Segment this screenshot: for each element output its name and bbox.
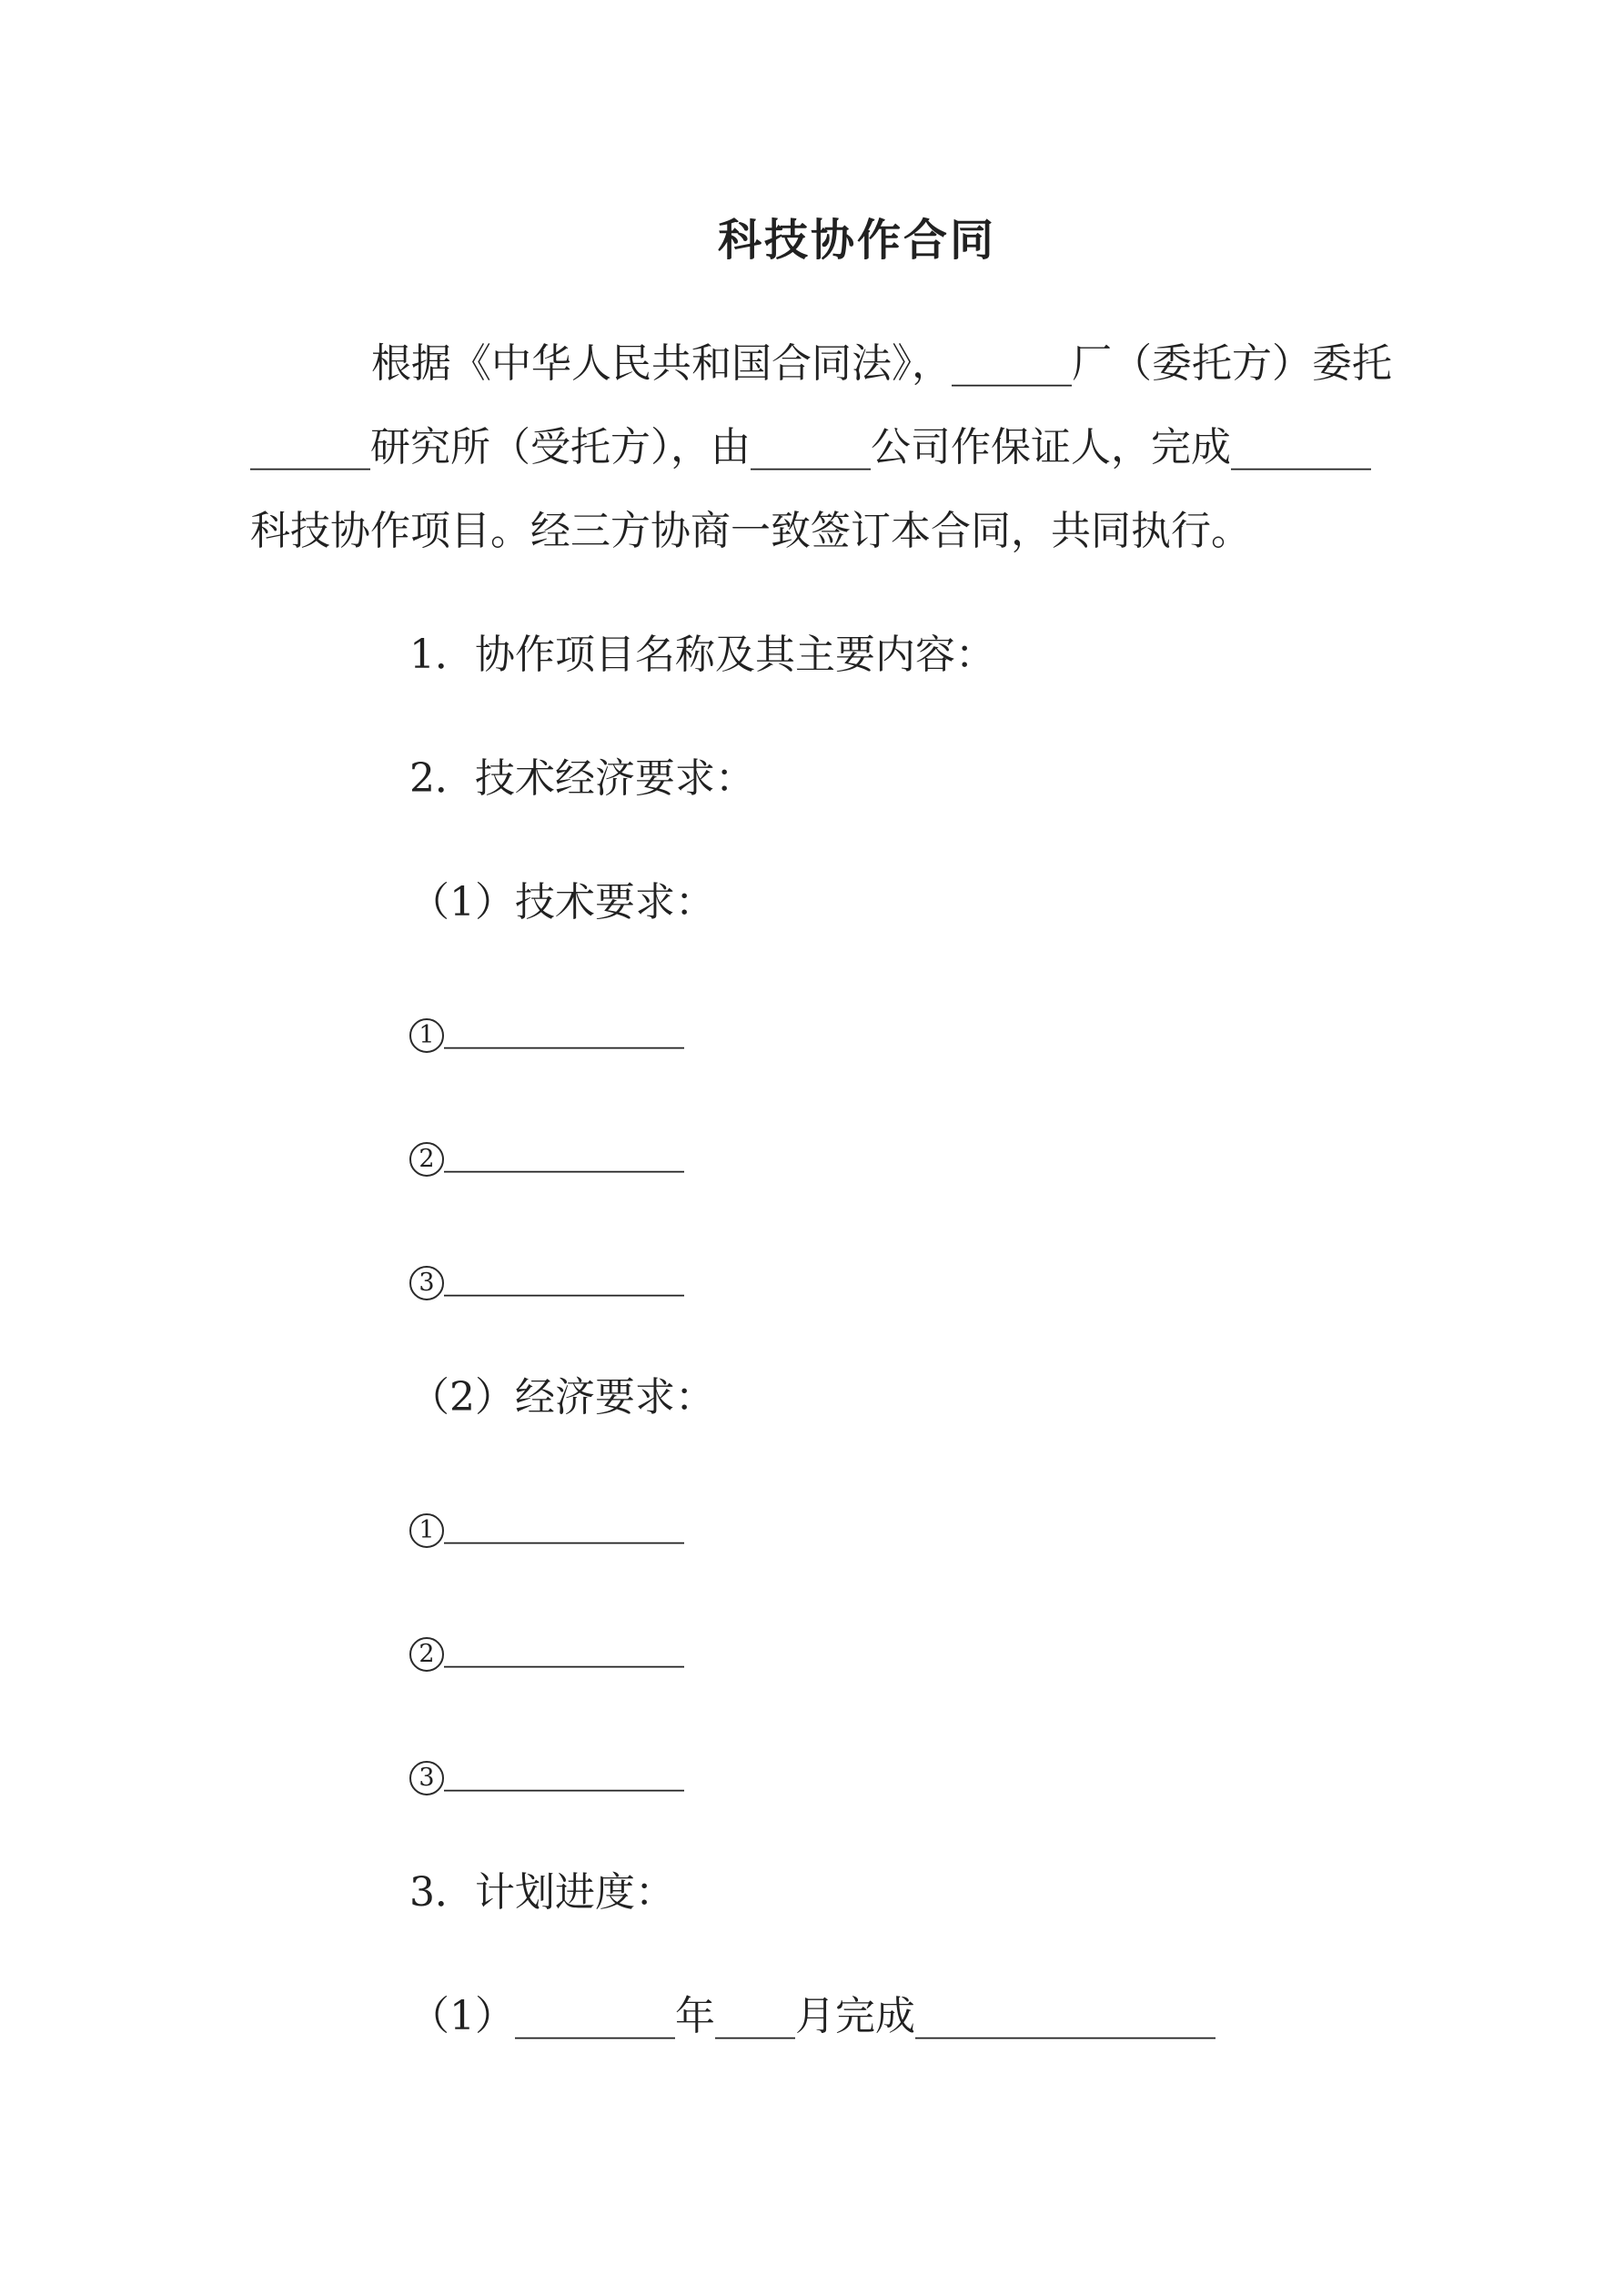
item-3-schedule-heading: 3．计划进度： xyxy=(409,1869,675,1916)
schedule-fill-in-line: （1）________年____月完成_______________ xyxy=(409,1993,1215,2039)
circled-number-3-marker: 3 xyxy=(409,1266,444,1300)
intro-paragraph xyxy=(250,322,1392,573)
fill-in-blank-line xyxy=(250,1108,1378,1192)
subitem-2-economic-requirements-heading: （2）经济要求： xyxy=(409,1374,715,1421)
item-2-tech-economic-requirements-heading: 2．技术经济要求： xyxy=(409,755,755,802)
contract-title: 科技协作合同 xyxy=(717,215,996,266)
fill-in-blank-line xyxy=(250,1603,1378,1687)
fill-in-blank-line xyxy=(250,1232,1378,1316)
intro-line-3: 科技协作项目。经三方协商一致签订本合同，共同执行。 xyxy=(250,508,1251,554)
intro-line-1: 根据《中华人民共和国合同法》，______厂（委托方）委托 xyxy=(371,340,1392,387)
subitem-1-technical-requirements-heading: （1）技术要求： xyxy=(409,879,715,925)
circled-number-1-marker: 1 xyxy=(409,1018,444,1053)
circled-number-2-marker: 2 xyxy=(409,1637,444,1672)
intro-line-2: ______研究所（受托方），由______公司作保证人，完成_______ xyxy=(250,424,1371,470)
fill-in-blank-line xyxy=(250,1727,1378,1811)
blank-underline: ____________ xyxy=(444,1250,684,1297)
blank-underline: ____________ xyxy=(444,1622,684,1668)
blank-underline: ____________ xyxy=(444,1745,684,1792)
blank-underline: ____________ xyxy=(444,1127,684,1173)
circled-number-2-marker: 2 xyxy=(409,1142,444,1177)
fill-in-blank-line xyxy=(250,985,1378,1068)
fill-in-blank-line xyxy=(250,1480,1378,1563)
circled-number-1-marker: 1 xyxy=(409,1513,444,1548)
circled-number-3-marker: 3 xyxy=(409,1761,444,1795)
blank-underline: ____________ xyxy=(444,1003,684,1049)
blank-underline: ____________ xyxy=(444,1498,684,1544)
item-1-project-name-heading: 1．协作项目名称及其主要内容： xyxy=(409,632,995,678)
